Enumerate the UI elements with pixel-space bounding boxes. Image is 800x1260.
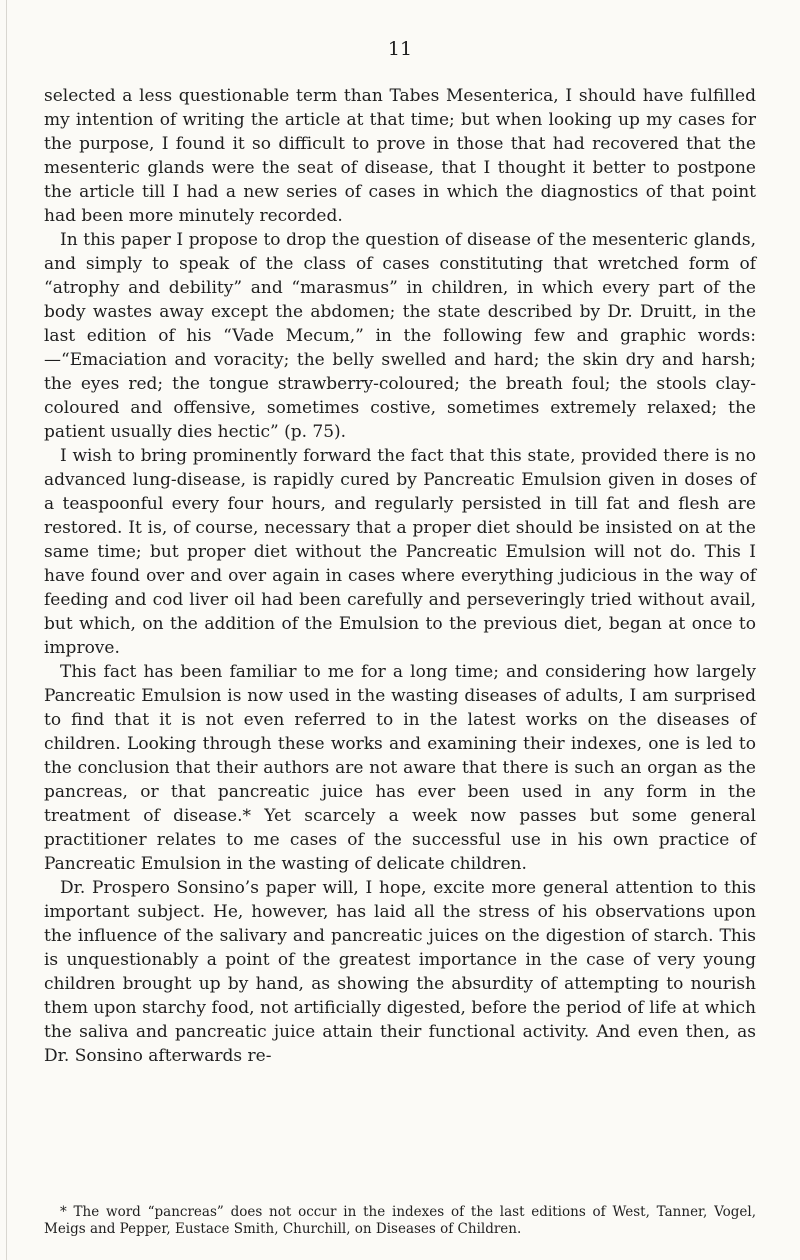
- body-text: [44, 84, 756, 1068]
- page-number: 11: [387, 38, 413, 60]
- binding-edge: [6, 0, 7, 1260]
- footnote: [44, 1204, 756, 1238]
- footnote-text: * The word “pancreas” does not occur in the indexes of the last editions of West, Tanner, Vogel, Meigs and Pepper, Eustace Smith, Churchill, on Diseases of Children.: [44, 1204, 756, 1237]
- paragraph: selected a less questionable term than Tabes Mesenterica, I should have fulfilled my intention of writing the article at that time; but when looking up my cases for the purpose, I found it so difficult to prove in those that had recovered that the mesenteric glands were the seat of disease, that I thought it better to postpone the article till I had a new series of cases in which the diagnostics of that point had been more minutely recorded.: [44, 86, 756, 226]
- paragraph: In this paper I propose to drop the question of disease of the mesenteric glands, and simply to speak of the class of cases constituting that wretched form of “atrophy and debility” and “marasmus” in children, in which every part of the body wastes away except the abdomen; the state described by Dr. Druitt, in the last edition of his “Vade Mecum,” in the following few and graphic words:—“Emaciation and voracity; the belly swelled and hard; the skin dry and harsh; the eyes red; the tongue strawberry-coloured; the breath foul; the stools clay-coloured and offensive, sometimes costive, sometimes extremely relaxed; the patient usually dies hectic” (p. 75).: [44, 230, 756, 442]
- paragraph: This fact has been familiar to me for a long time; and considering how largely Pancreatic Emulsion is now used in the wasting diseases of adults, I am surprised to find that it is not even referred to in the latest works on the diseases of children. Looking through these works and examining their indexes, one is led to the conclusion that their authors are not aware that there is such an organ as the pancreas, or that pancreatic juice has ever been used in any form in the treatment of disease.* Yet scarcely a week now passes but some general practitioner relates to me cases of the successful use in his own practice of Pancreatic Emulsion in the wasting of delicate children.: [44, 662, 756, 874]
- paragraph: Dr. Prospero Sonsino’s paper will, I hope, excite more general attention to this important subject. He, however, has laid all the stress of his observations upon the influence of the salivary and pancreatic juices on the digestion of starch. This is unquestionably a point of the greatest importance in the case of very young children brought up by hand, as showing the absurdity of attempting to nourish them upon starchy food, not artificially digested, before the period of life at which the saliva and pancreatic juice attain their functional activity. And even then, as Dr. Sonsino afterwards re-: [44, 878, 756, 1066]
- paragraph: I wish to bring prominently forward the fact that this state, provided there is no advanced lung-disease, is rapidly cured by Pancreatic Emulsion given in doses of a teaspoonful every four hours, and regularly persisted in till fat and flesh are restored. It is, of course, necessary that a proper diet should be insisted on at the same time; but proper diet without the Pancreatic Emulsion will not do. This I have found over and over again in cases where everything judicious in the way of feeding and cod liver oil had been carefully and perseveringly tried without avail, but which, on the addition of the Emulsion to the previous diet, began at once to improve.: [44, 446, 756, 658]
